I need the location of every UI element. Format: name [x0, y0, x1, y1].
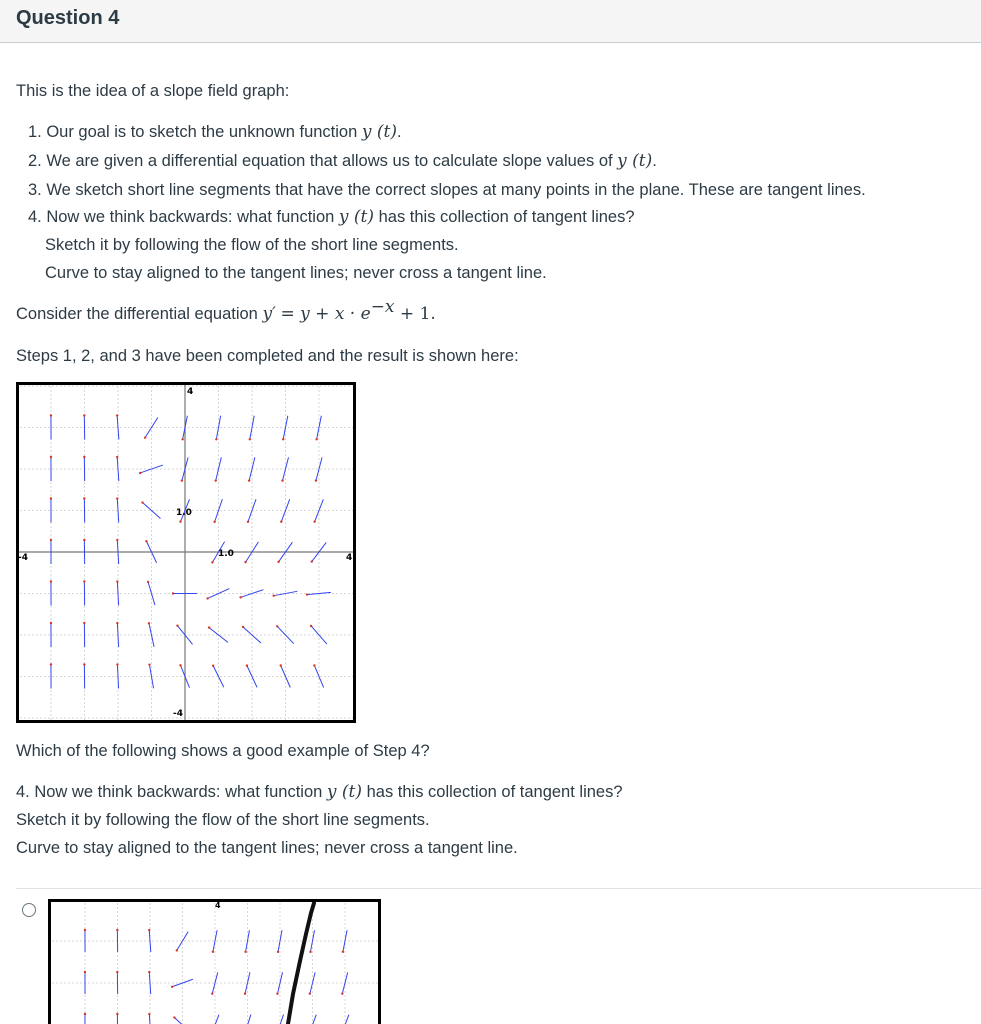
- answer-a-graph[interactable]: [48, 899, 381, 1024]
- main-segment-dot: [83, 456, 85, 458]
- answer-a-segment-dot: [309, 951, 311, 953]
- question-title: Question 4: [16, 7, 120, 29]
- answer-a-segment-dot: [84, 971, 86, 973]
- main-segment-dot: [311, 560, 313, 562]
- main-segment-dot: [116, 580, 118, 582]
- main-segment-dot: [181, 438, 183, 440]
- step-4-repeat-line3: Curve to stay aligned to the tangent lines; never cross a tangent line.: [16, 839, 518, 857]
- step-4-repeat: 4. Now we think backwards: what function y (t) has this collection of tangent lines?: [16, 782, 623, 802]
- answer-a-segment-dot: [244, 951, 246, 953]
- main-segment-dot: [215, 479, 217, 481]
- main-segment-dot: [83, 580, 85, 582]
- main-segment-dot: [50, 539, 52, 541]
- main-segment-dot: [139, 472, 141, 474]
- main-segment-dot: [50, 414, 52, 416]
- main-segment-dot: [83, 663, 85, 665]
- main-segment-dot: [242, 626, 244, 628]
- main-segment-dot: [247, 521, 249, 523]
- main-segment-dot: [181, 479, 183, 481]
- answer-a-segment-dot: [148, 1013, 150, 1015]
- answer-a-segment-dot: [116, 929, 118, 931]
- main-segment-dot: [141, 501, 143, 503]
- main-segment-dot: [281, 479, 283, 481]
- main-segment-dot: [116, 497, 118, 499]
- main-segment-dot: [116, 539, 118, 541]
- main-segment-dot: [83, 497, 85, 499]
- answer-a-segment-dot: [276, 993, 278, 995]
- choice-divider: [16, 888, 981, 889]
- slope-field-segments: [50, 414, 331, 688]
- main-segment-dot: [306, 593, 308, 595]
- main-segment-dot: [50, 663, 52, 665]
- y-min-label: -4: [173, 709, 183, 719]
- main-segment-dot: [116, 456, 118, 458]
- main-segment-dot: [176, 624, 178, 626]
- main-segment-dot: [315, 479, 317, 481]
- answer-a-segment-dot: [244, 993, 246, 995]
- main-segment-dot: [179, 664, 181, 666]
- main-slope-segment: [314, 665, 323, 687]
- step-4-sub-1: Sketch it by following the flow of the short line segments.: [45, 236, 459, 254]
- answer-a-segment-dot: [176, 949, 178, 951]
- intro-text: This is the idea of a slope field graph:: [16, 82, 290, 100]
- main-segment-dot: [215, 438, 217, 440]
- answer-a-segment-dot: [148, 971, 150, 973]
- main-segment-dot: [282, 438, 284, 440]
- answer-a-segment-dot: [173, 1016, 175, 1018]
- main-segment-dot: [50, 622, 52, 624]
- main-segment-dot: [116, 622, 118, 624]
- answer-a-segment-dot: [309, 992, 311, 994]
- answer-a-segment-dot: [116, 1013, 118, 1015]
- main-segment-dot: [212, 665, 214, 667]
- question-header: [0, 0, 981, 43]
- main-segment-dot: [313, 664, 315, 666]
- answer-a-segment-dot: [84, 929, 86, 931]
- main-segment-dot: [144, 436, 146, 438]
- main-segment-dot: [83, 539, 85, 541]
- main-segment-dot: [179, 520, 181, 522]
- steps-done-text: Steps 1, 2, and 3 have been completed and the result is shown here:: [16, 347, 519, 365]
- main-segment-dot: [310, 625, 312, 627]
- answer-a-segment-dot: [84, 1013, 86, 1015]
- main-segment-dot: [313, 520, 315, 522]
- main-segment-dot: [315, 438, 317, 440]
- x-max-label: 4: [346, 553, 353, 563]
- answer-a-segments: [84, 929, 352, 1024]
- y-mark-label: 1.0: [176, 508, 192, 518]
- answer-a-solution-curve: [288, 903, 314, 1024]
- main-segment-dot: [145, 540, 147, 542]
- main-segment-dot: [148, 663, 150, 665]
- answer-a-segment-dot: [116, 971, 118, 973]
- step-3: 3. We sketch short line segments that have the correct slopes at many points in the plane. These are tangent lines.: [28, 181, 866, 199]
- step-2: 2. We are given a differential equation that allows us to calculate slope values of y (t).: [28, 151, 657, 171]
- main-segment-dot: [83, 622, 85, 624]
- step-4-repeat-line2: Sketch it by following the flow of the short line segments.: [16, 811, 430, 829]
- answer-a-segment-dot: [171, 986, 173, 988]
- x-mark-label: 1.0: [218, 549, 234, 559]
- main-segment-dot: [83, 414, 85, 416]
- main-segment-dot: [246, 664, 248, 666]
- main-slope-segment: [283, 457, 289, 480]
- main-segment-dot: [208, 626, 210, 628]
- main-segment-dot: [147, 581, 149, 583]
- main-segment-dot: [280, 664, 282, 666]
- answer-a-grid: [48, 899, 381, 1024]
- answer-a-segment-dot: [212, 951, 214, 953]
- main-slope-segment: [117, 665, 118, 689]
- step-4-sub-2: Curve to stay aligned to the tangent lines; never cross a tangent line.: [45, 264, 547, 282]
- main-segment-dot: [273, 594, 275, 596]
- equation-lhs: y′: [262, 304, 276, 324]
- main-segment-dot: [277, 561, 279, 563]
- main-segment-dot: [276, 625, 278, 627]
- y-max-label: 4: [187, 387, 194, 397]
- main-segment-dot: [280, 521, 282, 523]
- main-segment-dot: [50, 580, 52, 582]
- main-segment-dot: [213, 521, 215, 523]
- prompt-text: Which of the following shows a good example of Step 4?: [16, 742, 430, 760]
- answer-a-segment-dot: [277, 951, 279, 953]
- answer-a-y-max-label: 4: [215, 901, 221, 910]
- main-slope-segment: [213, 666, 224, 688]
- main-slope-segment: [117, 582, 118, 606]
- slope-field-graph: [16, 382, 356, 723]
- answer-a-segment-dot: [342, 951, 344, 953]
- main-segment-dot: [211, 561, 213, 563]
- main-segment-dot: [239, 596, 241, 598]
- main-segment-dot: [50, 456, 52, 458]
- main-segment-dot: [172, 592, 174, 594]
- slope-field-axes: [16, 382, 356, 723]
- main-slope-segment: [277, 626, 294, 643]
- main-segment-dot: [116, 414, 118, 416]
- main-segment-dot: [249, 438, 251, 440]
- main-segment-dot: [50, 497, 52, 499]
- step-1: 1. Our goal is to sketch the unknown function y (t).: [28, 122, 402, 142]
- main-segment-dot: [148, 622, 150, 624]
- answer-a-radio[interactable]: [22, 903, 36, 917]
- main-segment-dot: [244, 561, 246, 563]
- x-min-label: -4: [18, 553, 28, 563]
- answer-a-segment-dot: [341, 992, 343, 994]
- main-segment-dot: [116, 663, 118, 665]
- main-segment-dot: [248, 479, 250, 481]
- equation-line: Consider the differential equation $y' = y + x \cdot e^{-x} + 1$.: [16, 297, 436, 324]
- answer-a-segment-dot: [148, 929, 150, 931]
- answer-a-segment-dot: [211, 992, 213, 994]
- main-segment-dot: [206, 597, 208, 599]
- step-4: 4. Now we think backwards: what function y (t) has this collection of tangent lines?: [28, 207, 635, 227]
